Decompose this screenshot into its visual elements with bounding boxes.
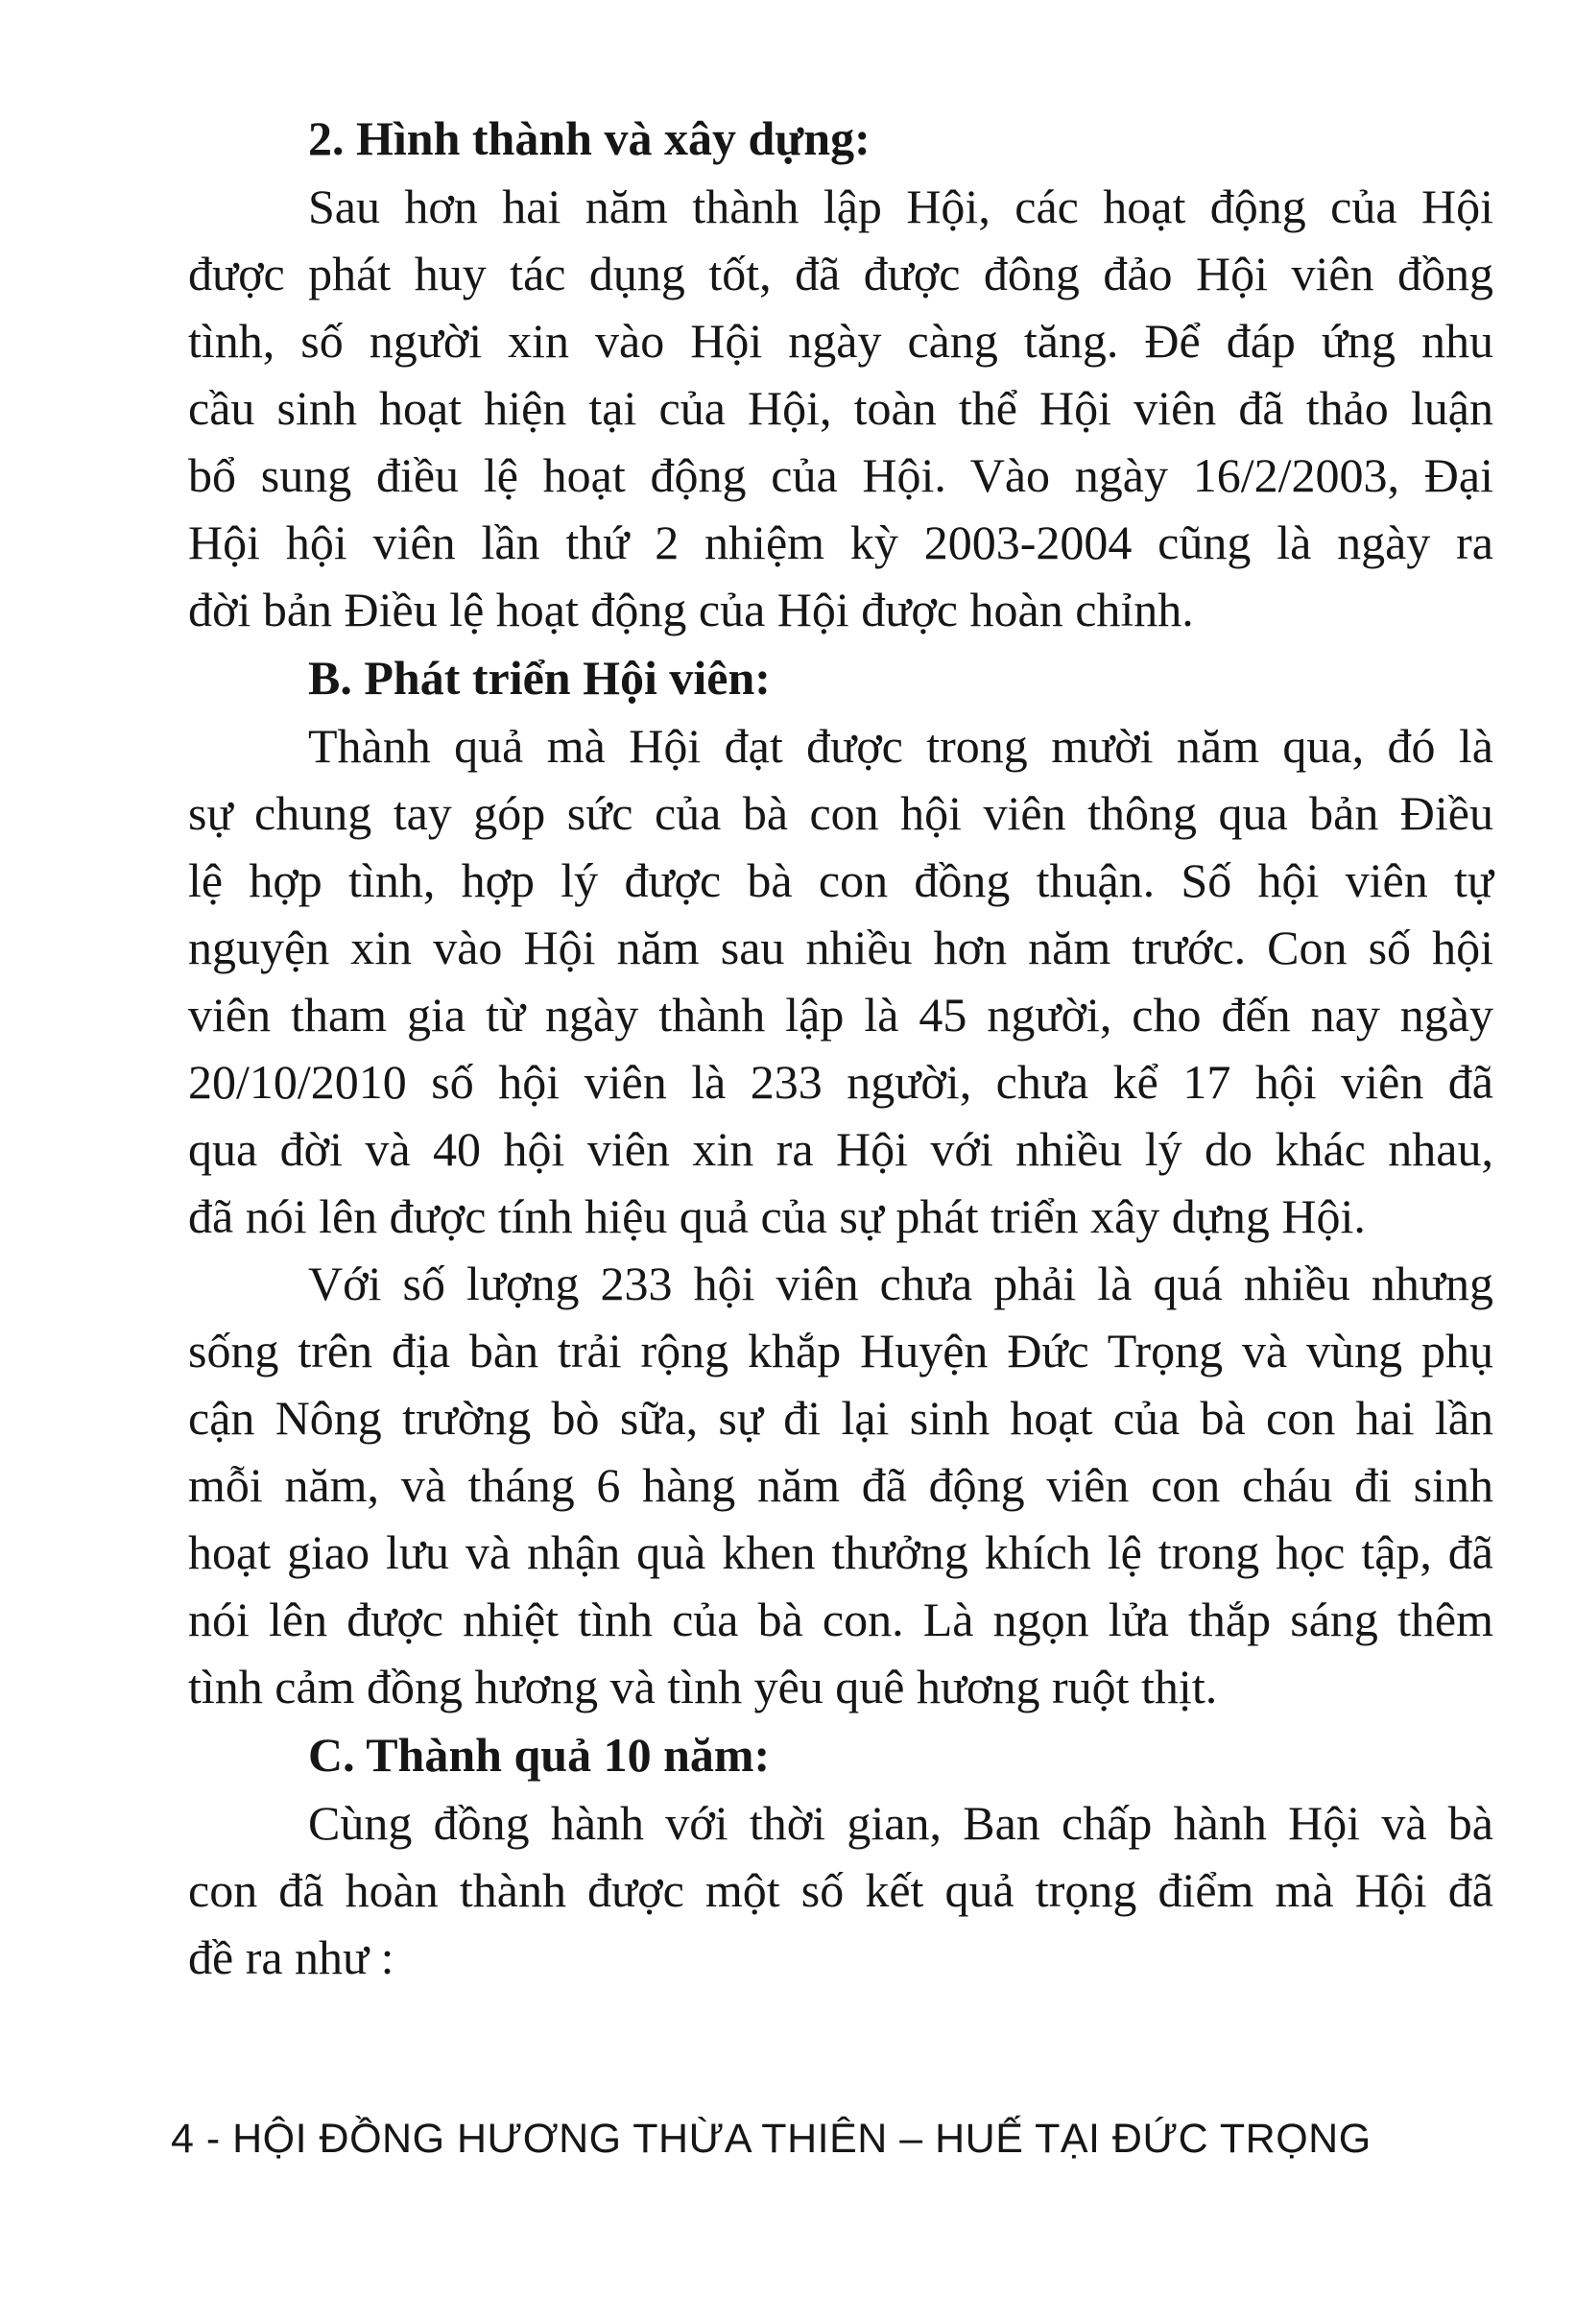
text-line: Với số lượng 233 hội viên chưa phải là quá nhiều nhưng — [308, 1257, 1493, 1310]
text-line: đề ra như : — [188, 1930, 394, 1984]
text-line: Sau hơn hai năm thành lập Hội, các hoạt động của Hội — [308, 180, 1493, 233]
text-line: tình, số người xin vào Hội ngày càng tăng. Để đáp ứng nhu — [188, 314, 1493, 368]
section-heading: C. Thành quả 10 năm: — [308, 1728, 771, 1782]
section-heading: 2. Hình thành và xây dựng: — [308, 111, 871, 165]
text-line: mỗi năm, và tháng 6 hàng năm đã động viên con cháu đi sinh — [188, 1458, 1493, 1512]
paragraph — [188, 1789, 1493, 1991]
text-line: con đã hoàn thành được một số kết quả trọng điểm mà Hội đã — [188, 1863, 1493, 1917]
text-line: đời bản Điều lệ hoạt động của Hội được hoàn chỉnh. — [188, 583, 1194, 636]
text-line: cận Nông trường bò sữa, sự đi lại sinh hoạt của bà con hai lần — [188, 1391, 1493, 1445]
text-line: cầu sinh hoạt hiện tại của Hội, toàn thể Hội viên đã thảo luận — [188, 381, 1493, 435]
paragraph — [188, 173, 1493, 643]
text-line: nguyện xin vào Hội năm sau nhiều hơn năm trước. Con số hội — [188, 921, 1493, 974]
text-line: tình cảm đồng hương và tình yêu quê hương ruột thịt. — [188, 1660, 1218, 1713]
text-line: được phát huy tác dụng tốt, đã được đông đảo Hội viên đồng — [188, 247, 1493, 300]
text-line: Hội hội viên lần thứ 2 nhiệm kỳ 2003-2004 cũng là ngày ra — [188, 515, 1493, 569]
text-line: qua đời và 40 hội viên xin ra Hội với nhiều lý do khác nhau, — [188, 1122, 1493, 1176]
page-footer: 4 - HỘI ĐỒNG HƯƠNG THỪA THIÊN – HUẾ TẠI ĐỨC TRỌNG — [171, 2116, 1372, 2162]
paragraph — [188, 1250, 1493, 1720]
text-line: bổ sung điều lệ hoạt động của Hội. Vào ngày 16/2/2003, Đại — [188, 448, 1493, 502]
paragraph — [188, 712, 1493, 1250]
text-line: đã nói lên được tính hiệu quả của sự phát triển xây dựng Hội. — [188, 1189, 1366, 1243]
text-line: sự chung tay góp sức của bà con hội viên thông qua bản Điều — [188, 786, 1493, 840]
section-heading: B. Phát triển Hội viên: — [308, 651, 771, 705]
text-line: Cùng đồng hành với thời gian, Ban chấp hành Hội và bà — [308, 1796, 1493, 1850]
text-line: Thành quả mà Hội đạt được trong mười năm qua, đó là — [308, 719, 1493, 773]
page-body — [188, 104, 1493, 1991]
text-line: hoạt giao lưu và nhận quà khen thưởng khích lệ trong học tập, đã — [188, 1525, 1493, 1579]
text-line: viên tham gia từ ngày thành lập là 45 người, cho đến nay ngày — [188, 988, 1493, 1042]
text-line: nói lên được nhiệt tình của bà con. Là ngọn lửa thắp sáng thêm — [188, 1593, 1493, 1646]
text-line: sống trên địa bàn trải rộng khắp Huyện Đức Trọng và vùng phụ — [188, 1324, 1493, 1378]
text-line: 20/10/2010 số hội viên là 233 người, chưa kể 17 hội viên đã — [188, 1055, 1493, 1109]
text-line: lệ hợp tình, hợp lý được bà con đồng thuận. Số hội viên tự — [188, 853, 1493, 907]
